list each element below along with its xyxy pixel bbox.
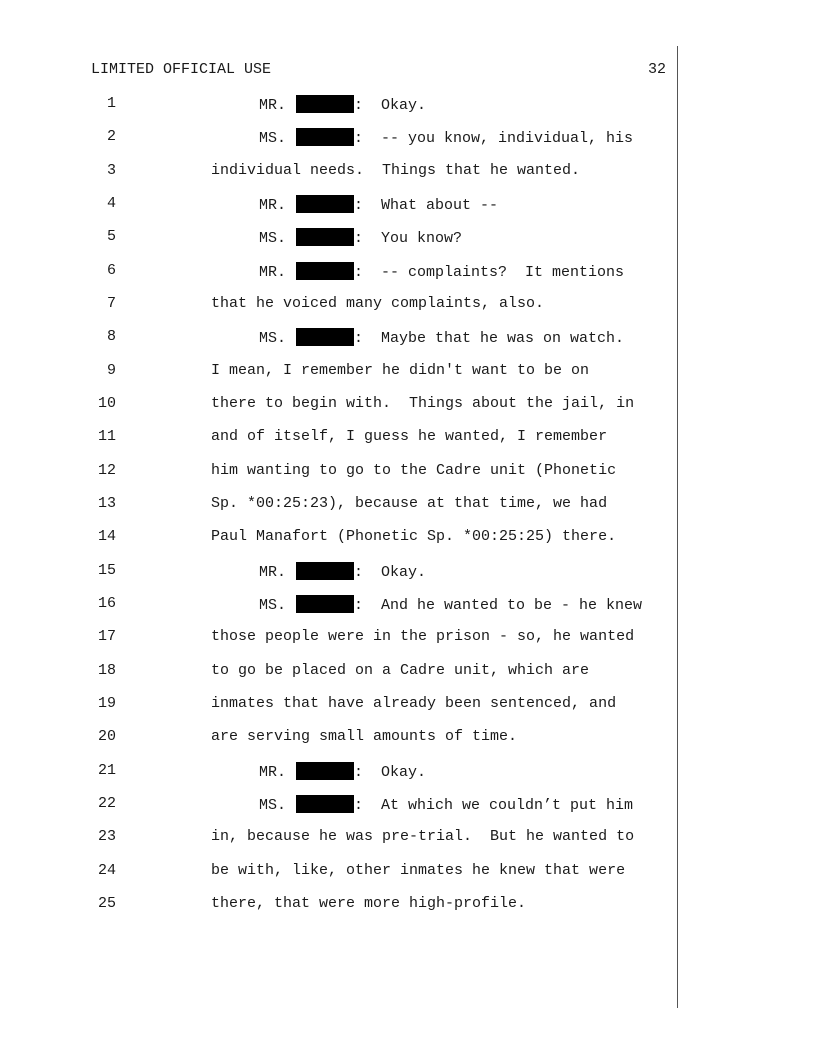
- line-number: 16: [97, 595, 116, 612]
- page-header-marking: LIMITED OFFICIAL USE: [91, 61, 272, 78]
- spoken-text: those people were in the prison - so, he wanted: [211, 628, 635, 645]
- spoken-text: : -- complaints? It mentions: [354, 264, 625, 281]
- line-number: 18: [97, 662, 116, 679]
- redaction-box: [296, 195, 354, 213]
- line-number: 11: [97, 428, 116, 445]
- line-text: [211, 895, 526, 912]
- transcript-line: [0, 195, 676, 215]
- line-text: [211, 695, 616, 712]
- transcript-line: [0, 362, 676, 382]
- line-number: 14: [97, 528, 116, 545]
- transcript-line: [0, 328, 676, 348]
- speaker-label: MS.: [259, 797, 287, 814]
- line-text: [259, 795, 633, 814]
- spoken-text: : Okay.: [354, 564, 427, 581]
- line-number: 4: [106, 195, 116, 212]
- spoken-text: there to begin with. Things about the jail, in: [211, 395, 635, 412]
- line-text: [211, 828, 634, 845]
- transcript-line: [0, 262, 676, 282]
- page-number: 32: [647, 61, 666, 78]
- line-text: [259, 228, 462, 247]
- line-text: [259, 562, 426, 581]
- spoken-text: : -- you know, individual, his: [354, 130, 634, 147]
- transcript-line: [0, 828, 676, 848]
- spoken-text: to go be placed on a Cadre unit, which are: [211, 662, 590, 679]
- redaction-box: [296, 762, 354, 780]
- transcript-line: [0, 862, 676, 882]
- line-text: [259, 762, 426, 781]
- line-text: [211, 495, 607, 512]
- line-text: [211, 162, 580, 179]
- line-number: 2: [106, 128, 116, 145]
- line-text: [211, 395, 634, 412]
- speaker-label: MS.: [259, 130, 287, 147]
- line-text: [259, 328, 624, 347]
- line-number: 13: [97, 495, 116, 512]
- line-number: 12: [97, 462, 116, 479]
- speaker-label: MS.: [259, 597, 287, 614]
- line-number: 15: [97, 562, 116, 579]
- line-text: [211, 628, 634, 645]
- line-text: [259, 262, 624, 281]
- speaker-label: MS.: [259, 230, 287, 247]
- speaker-label: MR.: [259, 97, 287, 114]
- redaction-box: [296, 328, 354, 346]
- margin-rule: [677, 46, 678, 1008]
- line-number: 21: [97, 762, 116, 779]
- line-number: 25: [97, 895, 116, 912]
- line-text: [211, 862, 625, 879]
- redaction-box: [296, 228, 354, 246]
- spoken-text: : At which we couldn’t put him: [354, 797, 634, 814]
- speaker-label: MR.: [259, 264, 287, 281]
- transcript-line: [0, 595, 676, 615]
- transcript-line: [0, 128, 676, 148]
- line-text: [259, 595, 642, 614]
- transcript-line: [0, 295, 676, 315]
- line-number: 22: [97, 795, 116, 812]
- line-number: 19: [97, 695, 116, 712]
- line-text: [211, 528, 616, 545]
- line-text: [259, 195, 498, 214]
- speaker-label: MR.: [259, 564, 287, 581]
- line-number: 17: [97, 628, 116, 645]
- line-number: 9: [106, 362, 116, 379]
- line-number: 3: [106, 162, 116, 179]
- line-text: [211, 362, 589, 379]
- redaction-box: [296, 562, 354, 580]
- spoken-text: there, that were more high-profile.: [211, 895, 527, 912]
- spoken-text: : Okay.: [354, 764, 427, 781]
- line-number: 10: [97, 395, 116, 412]
- spoken-text: are serving small amounts of time.: [211, 728, 518, 745]
- line-text: [211, 428, 607, 445]
- speaker-label: MR.: [259, 197, 287, 214]
- line-number: 5: [106, 228, 116, 245]
- line-number: 6: [106, 262, 116, 279]
- spoken-text: : Okay.: [354, 97, 427, 114]
- line-number: 24: [97, 862, 116, 879]
- spoken-text: that he voiced many complaints, also.: [211, 295, 545, 312]
- line-number: 1: [106, 95, 116, 112]
- spoken-text: inmates that have already been sentenced, and: [211, 695, 617, 712]
- line-number: 8: [106, 328, 116, 345]
- transcript-line: [0, 795, 676, 815]
- transcript-line: [0, 162, 676, 182]
- redaction-box: [296, 595, 354, 613]
- transcript-line: [0, 395, 676, 415]
- transcript-line: [0, 762, 676, 782]
- spoken-text: : What about --: [354, 197, 499, 214]
- speaker-label: MS.: [259, 330, 287, 347]
- redaction-box: [296, 95, 354, 113]
- transcript-line: [0, 628, 676, 648]
- spoken-text: in, because he was pre-trial. But he wanted to: [211, 828, 635, 845]
- line-text: [211, 462, 616, 479]
- line-text: [259, 128, 633, 147]
- redaction-box: [296, 262, 354, 280]
- line-text: [211, 728, 517, 745]
- transcript-line: [0, 895, 676, 915]
- transcript-line: [0, 228, 676, 248]
- transcript-line: [0, 462, 676, 482]
- line-text: [211, 662, 589, 679]
- transcript-line: [0, 562, 676, 582]
- spoken-text: Sp. *00:25:23), because at that time, we had: [211, 495, 608, 512]
- line-text: [259, 95, 426, 114]
- line-number: 7: [106, 295, 116, 312]
- line-number: 20: [97, 728, 116, 745]
- spoken-text: Paul Manafort (Phonetic Sp. *00:25:25) there.: [211, 528, 617, 545]
- speaker-label: MR.: [259, 764, 287, 781]
- line-text: [211, 295, 544, 312]
- transcript-line: [0, 95, 676, 115]
- transcript-line: [0, 528, 676, 548]
- line-number: 23: [97, 828, 116, 845]
- redaction-box: [296, 128, 354, 146]
- transcript-line: [0, 695, 676, 715]
- redaction-box: [296, 795, 354, 813]
- transcript-line: [0, 428, 676, 448]
- spoken-text: : And he wanted to be - he knew: [354, 597, 643, 614]
- spoken-text: : Maybe that he was on watch.: [354, 330, 625, 347]
- spoken-text: I mean, I remember he didn't want to be on: [211, 362, 590, 379]
- spoken-text: him wanting to go to the Cadre unit (Phonetic: [211, 462, 617, 479]
- transcript-line: [0, 728, 676, 748]
- spoken-text: : You know?: [354, 230, 463, 247]
- spoken-text: and of itself, I guess he wanted, I remember: [211, 428, 608, 445]
- transcript-line: [0, 495, 676, 515]
- transcript-line: [0, 662, 676, 682]
- spoken-text: individual needs. Things that he wanted.: [211, 162, 581, 179]
- spoken-text: be with, like, other inmates he knew that were: [211, 862, 626, 879]
